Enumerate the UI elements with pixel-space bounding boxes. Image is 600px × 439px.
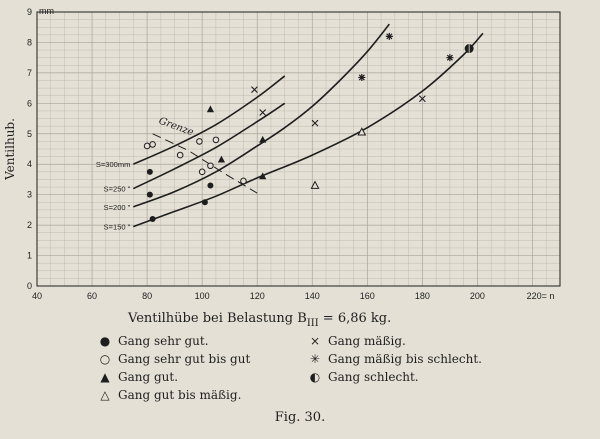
half-circle-icon: ◐ <box>309 370 321 384</box>
x-tick-label: 60 <box>87 291 98 301</box>
marker-filled-circle <box>147 169 153 175</box>
y-tick-label: 3 <box>26 189 32 200</box>
legend-item-schlecht <box>308 370 419 384</box>
grenze-label: Grenze <box>157 115 195 139</box>
figure-caption: Fig. 30. <box>274 410 326 425</box>
marker-open-circle <box>197 139 203 145</box>
marker-open-circle <box>144 143 150 149</box>
marker-cross <box>251 87 257 93</box>
x-tick-label: 40 <box>31 291 43 301</box>
marker-open-circle <box>150 142 156 148</box>
marker-filled-circle <box>150 216 156 222</box>
x-tick-label: 180 <box>414 291 430 301</box>
curve-label: S=250 " <box>103 184 131 194</box>
y-tick-label: 5 <box>26 128 32 139</box>
legend-label: Gang mäßig bis schlecht. <box>328 352 482 366</box>
curve-label: S=150 " <box>103 222 131 232</box>
cross-icon: × <box>309 334 321 348</box>
open-circle-icon: ○ <box>99 352 111 366</box>
curve-label: S=200 " <box>103 202 131 212</box>
y-tick-label: 2 <box>26 220 32 231</box>
y-tick-label: 1 <box>26 250 32 261</box>
marker-cross <box>312 120 318 126</box>
x-tick-label: 160 <box>359 291 375 301</box>
legend-label: Gang sehr gut. <box>118 334 209 348</box>
x-tick-label: 140 <box>304 291 320 301</box>
legend-item-sehr-gut <box>98 334 209 348</box>
marker-open-circle <box>208 163 214 169</box>
marker-filled-triangle <box>259 136 266 143</box>
x-tick-label: 220= n <box>526 291 555 301</box>
legend-label: Gang gut bis mäßig. <box>118 388 242 402</box>
marker-open-circle <box>213 137 219 143</box>
y-tick-label: 9 <box>26 7 32 17</box>
y-tick-label: 4 <box>26 159 32 170</box>
y-tick-label: 6 <box>26 98 32 109</box>
y-unit-label: mm <box>39 6 54 16</box>
x-tick-label: 120 <box>249 291 265 301</box>
x-axis-label: Ventilhübe bei Belastung $B_{III} = 6,86$ kg. <box>128 311 392 329</box>
legend-label: Gang mäßig. <box>328 334 406 348</box>
y-tick-label: 8 <box>26 37 32 48</box>
marker-cross <box>260 109 266 115</box>
y-axis-label: Ventilhub. <box>3 118 17 180</box>
marker-filled-circle <box>147 192 153 198</box>
marker-asterisk <box>446 54 453 61</box>
x-tick-label: 80 <box>142 291 153 301</box>
asterisk-icon: ✳ <box>309 352 321 366</box>
legend-label: Gang gut. <box>118 370 179 384</box>
marker-open-circle <box>199 169 205 175</box>
y-tick-label: 0 <box>26 281 32 291</box>
legend-label: Gang schlecht. <box>328 370 419 384</box>
open-triangle-icon: △ <box>100 388 110 402</box>
marker-asterisk <box>358 74 365 81</box>
x-tick-label: 200 <box>469 291 485 301</box>
y-tick-label: 7 <box>26 67 32 78</box>
curve-label: S=300mm <box>95 160 131 170</box>
legend-item-gut-bis-maessig <box>98 388 241 402</box>
legend-item-maessig <box>308 334 406 348</box>
marker-asterisk <box>386 33 393 40</box>
grenze-boundary-line <box>153 134 258 193</box>
marker-filled-triangle <box>207 105 214 112</box>
marker-filled-circle <box>202 199 208 205</box>
x-tick-label: 100 <box>194 291 210 301</box>
legend-label: Gang sehr gut bis gut <box>118 352 251 366</box>
filled-triangle-icon: ▲ <box>100 370 110 384</box>
legend-item-gut <box>98 370 178 384</box>
legend-item-maessig-bis-schlecht <box>308 352 482 366</box>
marker-filled-circle <box>207 183 213 189</box>
marker-open-circle <box>241 178 247 184</box>
legend-item-sehr-gut-bis-gut <box>98 352 250 366</box>
marker-open-circle <box>177 152 183 158</box>
filled-circle-icon: ● <box>99 334 111 348</box>
